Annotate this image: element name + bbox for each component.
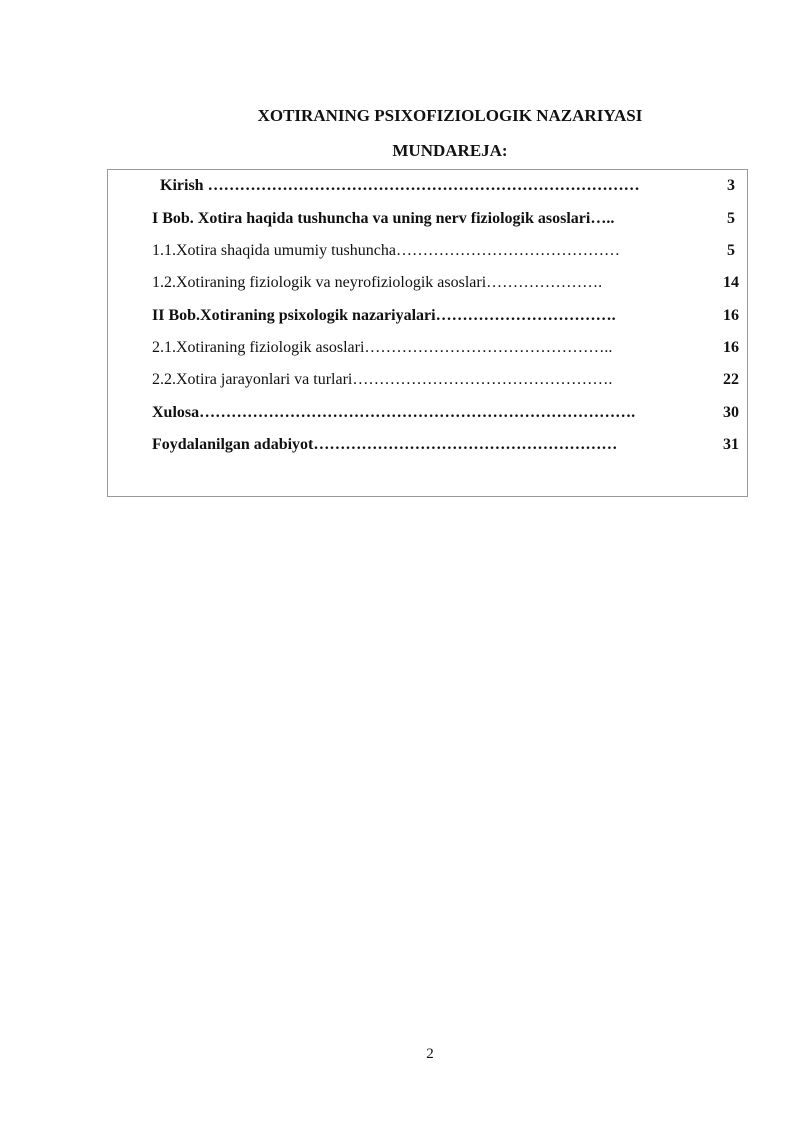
toc-heading: MUNDAREJA: <box>392 141 508 160</box>
toc-entry-page: 31 <box>723 436 739 453</box>
toc-entry-page: 16 <box>723 339 739 356</box>
toc-row <box>108 304 747 328</box>
toc-row <box>108 174 747 198</box>
toc-entry-page: 3 <box>727 177 735 194</box>
toc-entry-page: 16 <box>723 307 739 324</box>
toc-row <box>108 433 747 457</box>
toc-row <box>108 207 747 231</box>
toc-entry-page: 22 <box>723 371 739 388</box>
toc-entry-page: 5 <box>727 242 735 259</box>
toc-entry-page: 5 <box>727 210 735 227</box>
toc-entry-title: 1.2.Xotiraning fiziologik va neyrofiziologik asoslari…………………. <box>152 274 603 291</box>
toc-entry-title: Kirish ……………………………………………………………………… <box>160 177 640 194</box>
toc-table <box>107 169 748 497</box>
toc-entry-page: 14 <box>723 274 739 291</box>
toc-row <box>108 368 747 392</box>
toc-entry-page: 30 <box>723 404 739 421</box>
toc-row <box>108 271 747 295</box>
toc-entry-title: 2.2.Xotira jarayonlari va turlari…………………………………………. <box>152 371 613 388</box>
toc-entry-title: Xulosa………………………………………………………………………. <box>152 404 636 421</box>
toc-entry-title: Foydalanilgan adabiyot………………………………………………… <box>152 436 618 453</box>
toc-entry-title: I Bob. Xotira haqida tushuncha va uning nerv fiziologik asoslari….. <box>152 210 615 227</box>
toc-row <box>108 336 747 360</box>
toc-row <box>108 401 747 425</box>
toc-entry-title: 2.1.Xotiraning fiziologik asoslari……………………………………….. <box>152 339 613 356</box>
document-title: XOTIRANING PSIXOFIZIOLOGIK NAZARIYASI <box>257 106 643 125</box>
toc-entry-title: II Bob.Xotiraning psixologik nazariyalari……………………………. <box>152 307 616 324</box>
toc-row <box>108 239 747 263</box>
toc-entry-title: 1.1.Xotira shaqida umumiy tushuncha…………………………………… <box>152 242 620 259</box>
page-number: 2 <box>426 1046 434 1062</box>
